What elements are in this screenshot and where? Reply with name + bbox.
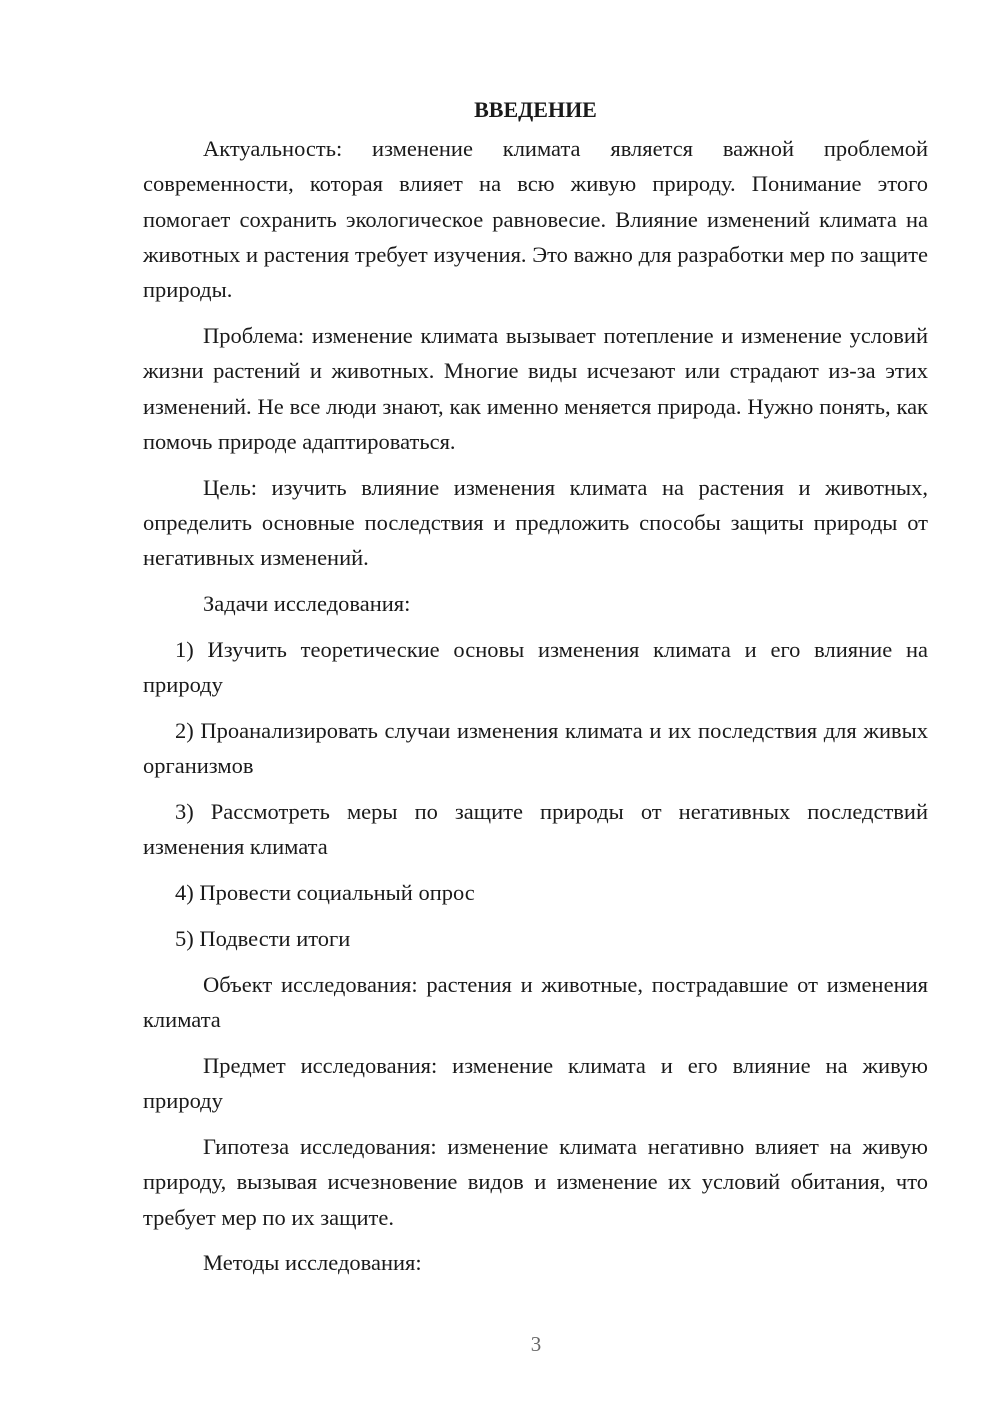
methods-heading: Методы исследования: — [203, 1250, 422, 1276]
task-item: 5) Подвести итоги — [175, 925, 351, 951]
object-paragraph: Объект исследования: растения и животные, пострадавшие от изменения климата — [143, 971, 928, 1033]
problem-paragraph: Проблема: изменение климата вызывает потепление и изменение условий жизни растений и животных. Многие виды исчезают или страдают из-за этих изменений. Не все люди знают, как именно меняется природа. Нужно понять, как помочь природе адаптироваться. — [143, 322, 928, 454]
tasks-heading: Задачи исследования: — [203, 591, 411, 617]
goal-paragraph: Цель: изучить влияние изменения климата на растения и животных, определить основные последствия и предложить способы защиты природы от негативных изменений. — [143, 474, 928, 571]
section-title: ВВЕДЕНИЕ — [474, 97, 597, 122]
hypothesis-paragraph: Гипотеза исследования: изменение климата негативно влияет на живую природу, вызывая исчезновение видов и изменение их условий обитания, что требует мер по их защите. — [143, 1133, 928, 1230]
relevance-paragraph: Актуальность: изменение климата является важной проблемой современности, которая влияет на всю живую природу. Понимание этого помогает сохранить экологическое равновесие. Влияние изменений климата на животных и растения требует изучения. Это важно для разработки мер по защите природы. — [143, 136, 928, 303]
task-item: 2) Проанализировать случаи изменения климата и их последствия для живых организмов — [143, 717, 928, 779]
task-item: 4) Провести социальный опрос — [175, 880, 475, 906]
task-item: 1) Изучить теоретические основы изменения климата и его влияние на природу — [143, 636, 928, 698]
document-page — [143, 92, 928, 1291]
subject-paragraph: Предмет исследования: изменение климата и его влияние на живую природу — [143, 1052, 928, 1114]
task-item: 3) Рассмотреть меры по защите природы от негативных последствий изменения климата — [143, 799, 928, 860]
page-number: 3 — [530, 1332, 542, 1356]
